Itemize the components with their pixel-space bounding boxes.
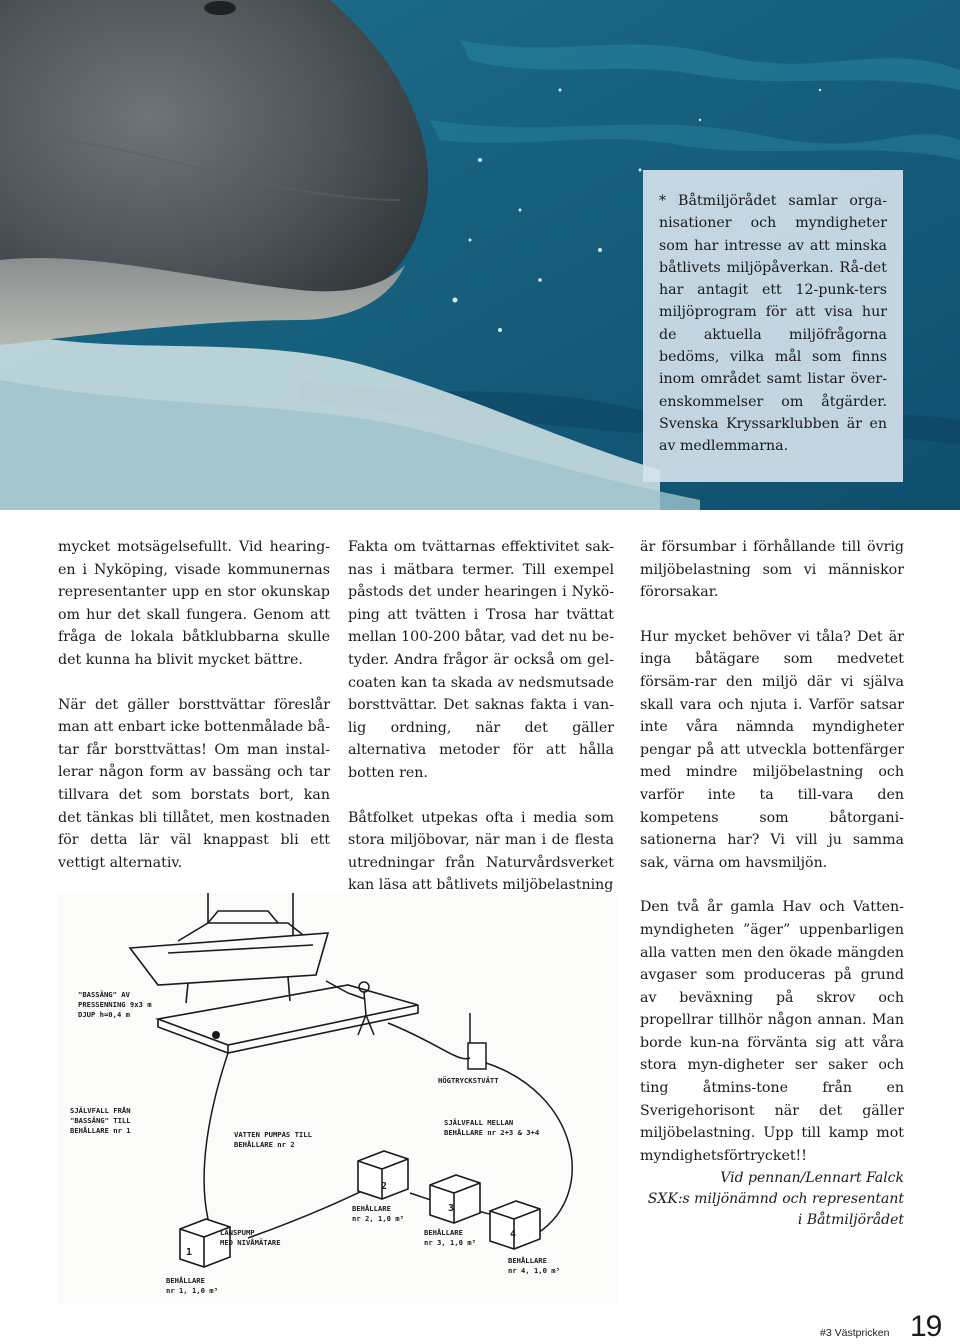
label-sjalvfall-fran: "BASSÄNG" TILL xyxy=(70,1116,131,1125)
label-lanspump: LÄNSPUMP xyxy=(220,1228,255,1237)
byline-line: Vid pennan/Lennart Falck xyxy=(720,1170,904,1186)
tank-number: 4 xyxy=(510,1229,517,1240)
article-column-1 xyxy=(58,536,330,896)
column-3-paragraph: Hur mycket behöver vi tåla? Det är inga båtägare som medvetet försäm-rar den miljö där vi själva skall vara och njuta i. Varför satsar inte våra nämnda myndigheter pengar på att utveckla bottenfärger med mindre miljöbelastning och varför inte ta till-vara den kompetens som båtorgani-sationerna har? Vi vill ju samma sak, värna om havsmiljön. xyxy=(640,628,904,871)
label-sjalvfall-fran: BEHÅLLARE nr 1 xyxy=(70,1126,131,1135)
author-byline xyxy=(640,1168,904,1231)
label-bassang: DJUP h=0,4 m xyxy=(78,1010,130,1019)
tank-label: BEHÅLLARE xyxy=(352,1204,391,1213)
label-hogtryckstvatt: HÖGTRYCKSTVÄTT xyxy=(438,1076,499,1085)
sidebar-note-text: * Båtmiljörådet samlar orga-nisationer och myndigheter som har intresse av att minska båtlivets miljöpåverkan. Rå-det har antagit ett 12-punk-ters miljöprogram för att visa hur de aktuella miljöfrågorna bedöms, vilka mål som finns inom området samt listar över-enskommelser om åtgärder. Svenska Kryssarklubben är en av medlemmarna. xyxy=(659,193,887,455)
column-1-paragraph: När det gäller borsttvättar föreslår man att enbart icke bottenmålade bå-tar får borsttvättas! Om man instal-lerar någon form av bassäng och tar tillvara det som borstats bort, kan det tänkas bli tillåtet, men kostnaden för detta lär väl knappast bli ett vettigt alternativ. xyxy=(58,696,330,871)
label-sjalvfall-fran: SJÄLVFALL FRÅN xyxy=(70,1106,131,1115)
label-vatten-pumpas: VATTEN PUMPAS TILL xyxy=(234,1130,312,1139)
tank-label: nr 1, 1,0 m³ xyxy=(166,1286,218,1295)
tank-number: 3 xyxy=(448,1203,455,1214)
page-number: 19 xyxy=(910,1310,942,1343)
tank-label: BEHÅLLARE xyxy=(166,1276,205,1285)
tank-number: 2 xyxy=(381,1181,388,1192)
article-column-3 xyxy=(640,536,904,1189)
label-sjalvfall-mellan: BEHÅLLARE nr 2+3 & 3+4 xyxy=(444,1128,540,1137)
tank-label: BEHÅLLARE xyxy=(424,1228,463,1237)
column-1-paragraph: mycket motsägelsefullt. Vid hearing-en i Nyköping, visade kommunernas representanter upp en stor okunskap om hur det skall fungera. Genom att fråga de lokala båtklubbarna skulle det kunna ha blivit mycket bättre. xyxy=(58,539,330,668)
label-lanspump: MED NIVÅMÄTARE xyxy=(220,1238,281,1247)
tank-label: nr 2, 1,0 m³ xyxy=(352,1214,404,1223)
sidebar-note-box xyxy=(643,170,903,482)
byline-line: i Båtmiljörådet xyxy=(797,1212,904,1228)
column-3-paragraph: Den två år gamla Hav och Vatten-myndigheten ”äger” uppenbarligen alla vatten men den ökade mängden avgaser som produceras på grund av beväxning på skrov och propellrar tillhör någon annan. Man borde kun-na förvänta sig att våra stora myn-digheter ser saker och ting åtmins-tone från en Sverigehorisont när det gäller miljöbelastning. Upp till kamp mot myndighetsförtrycket!! xyxy=(640,899,904,1164)
label-bassang: "BASSÄNG" AV xyxy=(78,990,130,999)
tank-label: nr 4, 1,0 m³ xyxy=(508,1266,560,1275)
article-column-2 xyxy=(348,536,614,919)
washing-system-drawing xyxy=(58,893,618,1303)
label-bassang: PRESSENNING 9x3 m xyxy=(78,1000,152,1009)
tank-label: BEHÅLLARE xyxy=(508,1256,547,1265)
column-2-paragraph: Båtfolket utpekas ofta i media som stora miljöbovar, när man i de flesta utredningar från Naturvårdsverket kan läsa att båtlivets miljöbelastning xyxy=(348,809,614,894)
tank-label: nr 3, 1,0 m³ xyxy=(424,1238,476,1247)
column-2-paragraph: Fakta om tvättarnas effektivitet sak-nas i mätbara termer. Till exempel påstods det under hearingen i Nykö-ping att tvätten i Trosa har tvättat mellan 100-200 båtar, vad det nu be-tyder. Andra frågor är också om gel-coaten kan ta skada av nedsmutsade borsttvättar. Det saknas fakta i van-lig ordning, när det gäller alternativa metoder för att hålla botten ren. xyxy=(348,539,614,781)
label-sjalvfall-mellan: SJÄLVFALL MELLAN xyxy=(444,1118,514,1127)
byline-line: SXK:s miljönämnd och representant xyxy=(647,1191,904,1207)
tank-number: 1 xyxy=(186,1247,193,1258)
label-vatten-pumpas: BEHÅLLARE nr 2 xyxy=(234,1140,295,1149)
basin-drain-mark xyxy=(212,1031,220,1039)
issue-label: #3 Västpricken xyxy=(820,1327,890,1339)
washing-system-diagram xyxy=(58,893,618,1303)
column-3-paragraph: är försumbar i förhållande till övrig miljöbelastning som vi människor förorsakar. xyxy=(640,539,904,601)
